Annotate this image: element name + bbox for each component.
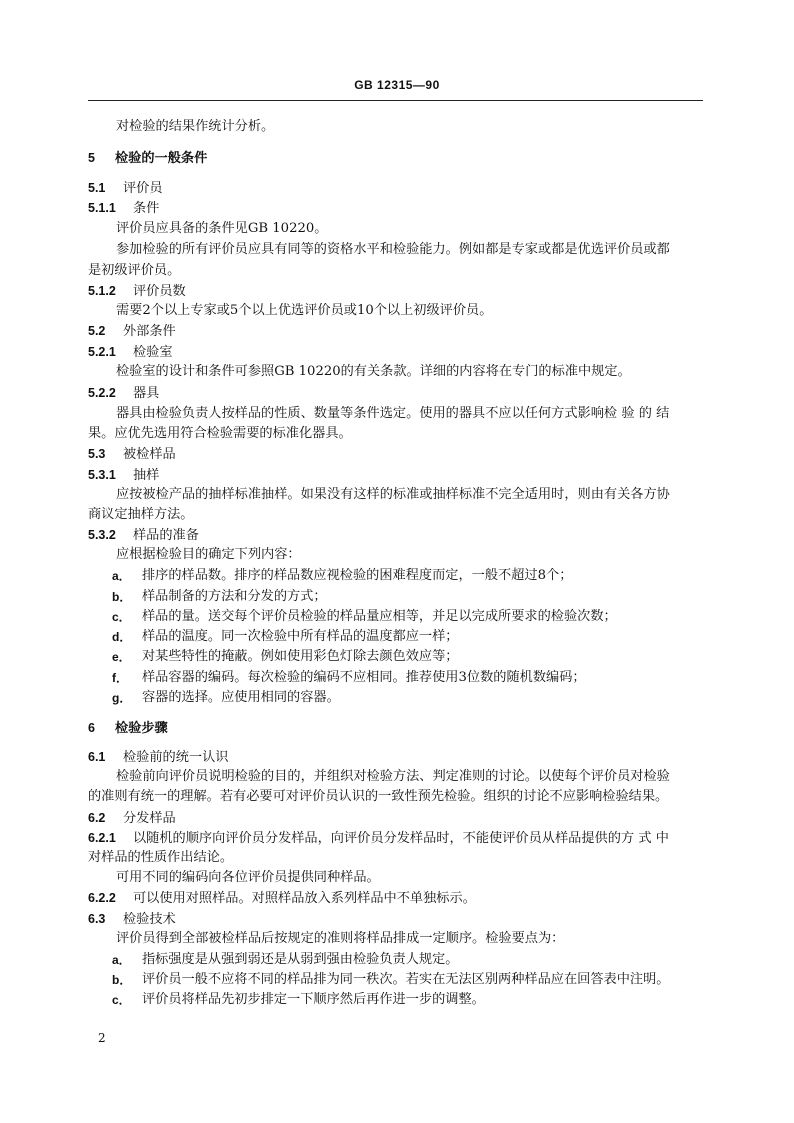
subsection-heading: 6.1 检验前的统一认识 (88, 750, 229, 765)
list-item: d． 样品的温度。同一次检验中所有样品的温度都应一样； (112, 629, 459, 644)
body-text-line: 需要2个以上专家或5个以上优选评价员或10个以上初级评价员。 (116, 303, 493, 318)
body-text-line: 对样品的性质作出结论。 (88, 850, 234, 865)
body-text-line: 评价员得到全部被检样品后按规定的准则将样品排成一定顺序。检验要点为： (116, 931, 565, 946)
subsection-heading: 6.2.2 可以使用对照样品。对照样品放入系列样品中不单独标示。 (88, 891, 476, 906)
section-heading: 5 检验的一般条件 (88, 151, 208, 166)
body-text-line: 检验前向评价员说明检验的目的，并组织对检验方法、判定准则的讨论。以使每个评价员对检验 (116, 769, 670, 784)
subsection-heading: 5.3.1 抽样 (88, 468, 160, 483)
body-text-line: 对检验的结果作统计分析。 (116, 119, 275, 134)
body-text-line: 应按被检产品的抽样标准抽样。如果没有这样的标准或抽样标准不完全适用时，则由有关各方协 (116, 487, 670, 502)
subsection-heading: 5.2.1 检验室 (88, 345, 173, 360)
list-item: g． 容器的选择。应使用相同的容器。 (112, 690, 340, 705)
body-text-line: 器具由检验负责人按样品的性质、数量等条件选定。使用的器具不应以任何方式影响检 验 的 结 (116, 406, 670, 421)
body-text-line: 应根据检验目的确定下列内容： (116, 547, 301, 562)
subsection-heading: 6.3 检验技术 (88, 912, 176, 927)
list-item: e． 对某些特性的掩蔽。例如使用彩色灯除去颜色效应等； (112, 649, 459, 664)
body-text-line: 可用不同的编码向各位评价员提供同种样品。 (116, 870, 380, 885)
list-item: b． 样品制备的方法和分发的方式； (112, 589, 327, 604)
subsection-heading: 5.2.2 器具 (88, 386, 160, 401)
body-text-line: 是初级评价员。 (88, 263, 181, 278)
body-text-line: 评价员应具备的条件见GB 10220。 (116, 221, 328, 236)
header-rule (88, 100, 703, 101)
subsection-heading: 6.2.1 以随机的顺序向评价员分发样品，向评价员分发样品时，不能使评价员从样品提供的方 式 中 (88, 831, 669, 846)
list-item: b． 评价员一般不应将不同的样品排为同一秩次。若实在无法区别两种样品应在回答表中注明。 (112, 972, 670, 987)
section-heading: 6 检验步骤 (88, 721, 168, 736)
body-text-line: 果。应优先选用符合检验需要的标准化器具。 (88, 426, 352, 441)
list-item: c． 样品的量。送交每个评价员检验的样品量应相等，并足以完成所要求的检验次数； (112, 609, 617, 624)
list-item: a． 指标强度是从强到弱还是从弱到强由检验负责人规定。 (112, 952, 459, 967)
body-text-line: 检验室的设计和条件可参照GB 10220的有关条款。详细的内容将在专门的标准中规定。 (116, 364, 631, 379)
body-text-line: 的准则有统一的理解。若有必要可对评价员认识的一致性预先检验。组织的讨论不应影响检验结果。 (88, 789, 669, 804)
subsection-heading: 5.1.1 条件 (88, 201, 160, 216)
list-item: a． 排序的样品数。排序的样品数应视检验的困难程度而定，一般不超过8个； (112, 568, 573, 583)
body-text-line: 参加检验的所有评价员应具有同等的资格水平和检验能力。例如都是专家或都是优选评价员或都 (116, 242, 670, 257)
subsection-heading: 5.2 外部条件 (88, 324, 176, 339)
page-number: 2 (98, 1031, 106, 1045)
subsection-heading: 5.3 被检样品 (88, 447, 176, 462)
list-item: f． 样品容器的编码。每次检验的编码不应相同。推荐使用3位数的随机数编码； (112, 670, 586, 685)
body-text-line: 商议定抽样方法。 (88, 507, 194, 522)
page-header-code: GB 12315—90 (354, 78, 440, 92)
subsection-heading: 6.2 分发样品 (88, 811, 176, 826)
subsection-heading: 5.1.2 评价员数 (88, 284, 186, 299)
subsection-heading: 5.1 评价员 (88, 181, 163, 196)
list-item: c． 评价员将样品先初步排定一下顺序然后再作进一步的调整。 (112, 992, 485, 1007)
subsection-heading: 5.3.2 样品的准备 (88, 528, 199, 543)
